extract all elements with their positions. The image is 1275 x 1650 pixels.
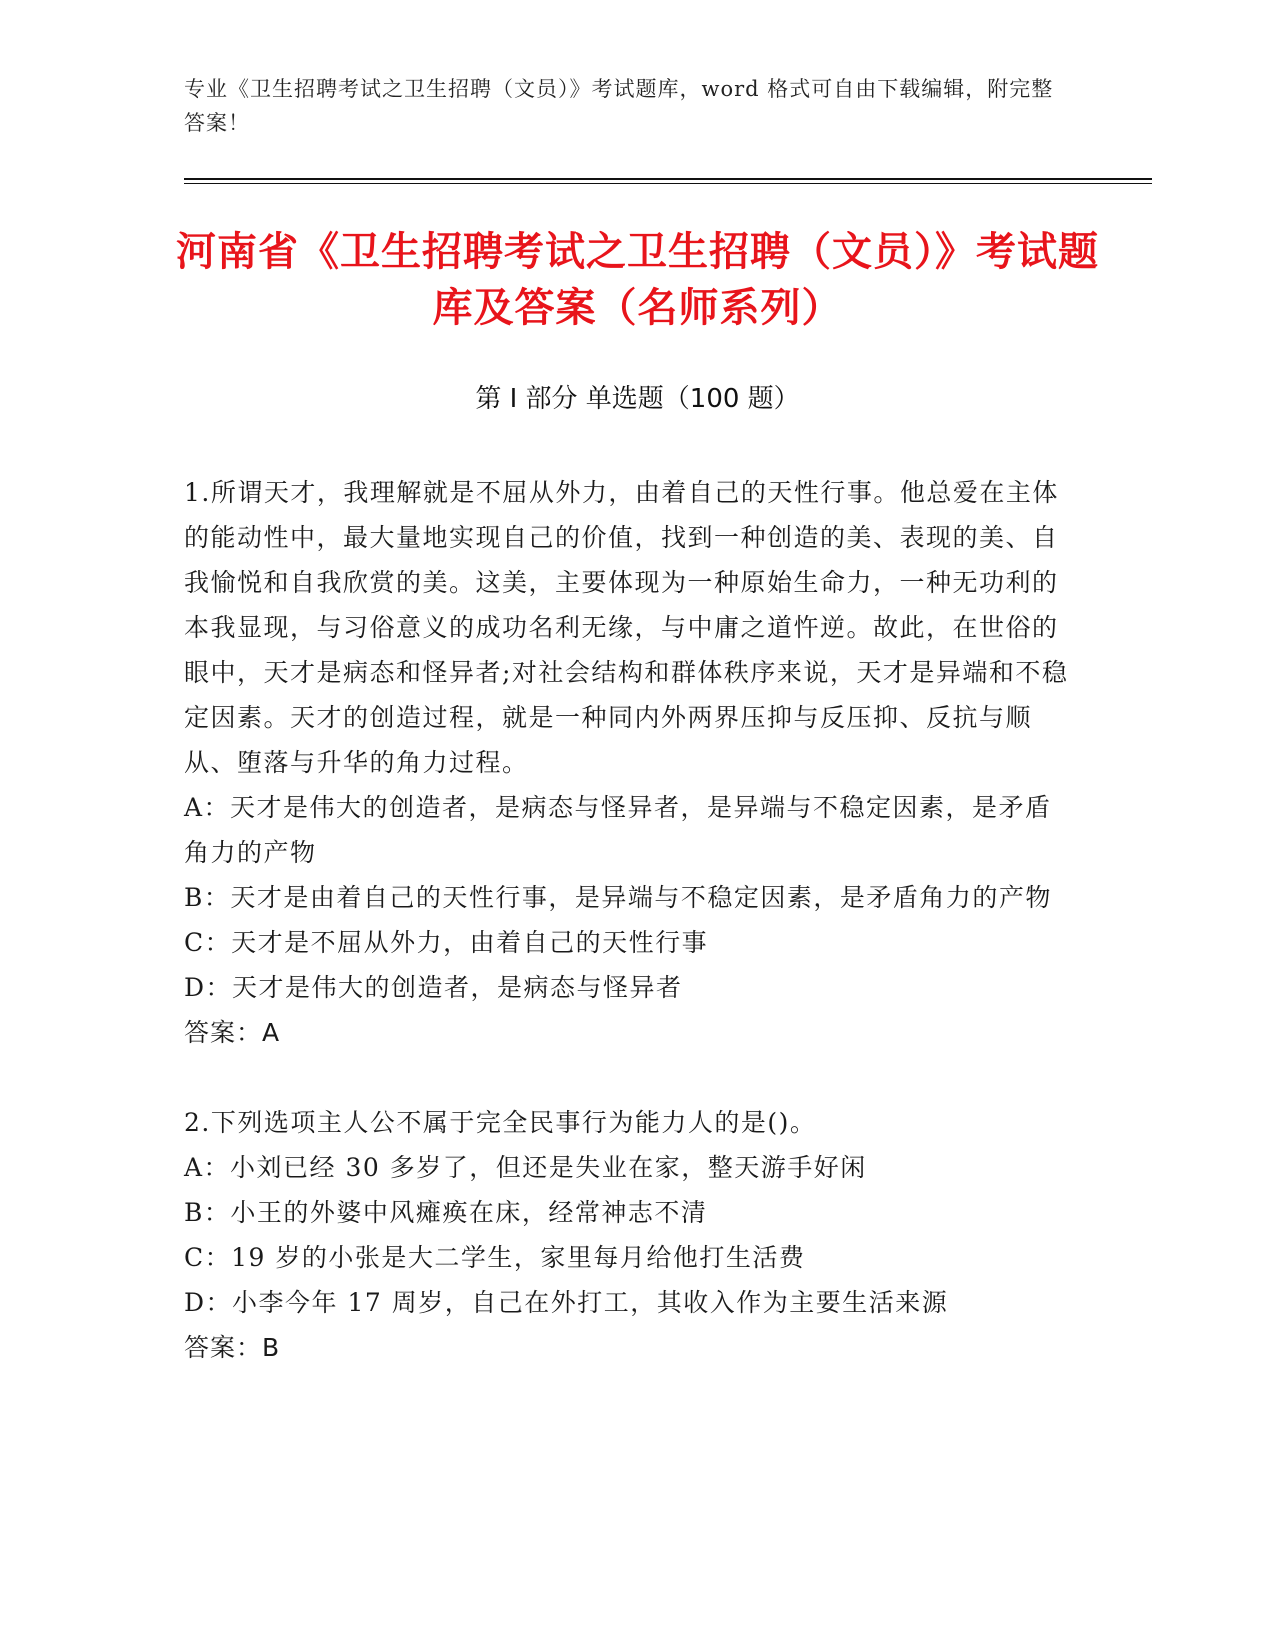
header-divider-thin: [184, 183, 1152, 184]
section-heading: 第 I 部分 单选题（100 题）: [475, 384, 800, 414]
answer: 答案：B: [184, 1333, 281, 1362]
question-1: [184, 470, 1074, 1055]
question-list: [184, 470, 1074, 1415]
option-a: A：天才是伟大的创造者，是病态与怪异者，是异端与不稳定因素，是矛盾角力的产物: [184, 793, 1052, 867]
answer: 答案：A: [184, 1018, 281, 1047]
option-a: A：小刘已经 30 多岁了，但还是失业在家，整天游手好闲: [184, 1153, 867, 1182]
header-note: 专业《卫生招聘考试之卫生招聘（文员）》考试题库，word 格式可自由下载编辑，附完整答案！: [184, 77, 1054, 135]
question-stem: 2.下列选项主人公不属于完全民事行为能力人的是()。: [184, 1108, 817, 1137]
option-b: B：天才是由着自己的天性行事，是异端与不稳定因素，是矛盾角力的产物: [184, 883, 1052, 912]
question-2: [184, 1100, 1074, 1370]
header-divider-thick: [184, 178, 1152, 180]
option-d: D：天才是伟大的创造者，是病态与怪异者: [184, 973, 683, 1002]
option-b: B：小王的外婆中风瘫痪在床，经常神志不清: [184, 1198, 708, 1227]
option-d: D：小李今年 17 周岁，自己在外打工，其收入作为主要生活来源: [184, 1288, 949, 1317]
document-title: 河南省《卫生招聘考试之卫生招聘（文员）》考试题库及答案（名师系列）: [176, 229, 1099, 331]
option-c: C：19 岁的小张是大二学生，家里每月给他打生活费: [184, 1243, 806, 1272]
question-stem: 1.所谓天才，我理解就是不屈从外力，由着自己的天性行事。他总爱在主体的能动性中，最大量地实现自己的价值，找到一种创造的美、表现的美、自我愉悦和自我欣赏的美。这美，主要体现为一种原始生命力，一种无功利的本我显现，与习俗意义的成功名利无缘，与中庸之道忤逆。故此，在世俗的眼中，天才是病态和怪异者;对社会结构和群体秩序来说，天才是异端和不稳定因素。天才的创造过程，就是一种同内外两界压抑与反压抑、反抗与顺从、堕落与升华的角力过程。: [184, 478, 1069, 777]
option-c: C：天才是不屈从外力，由着自己的天性行事: [184, 928, 709, 957]
